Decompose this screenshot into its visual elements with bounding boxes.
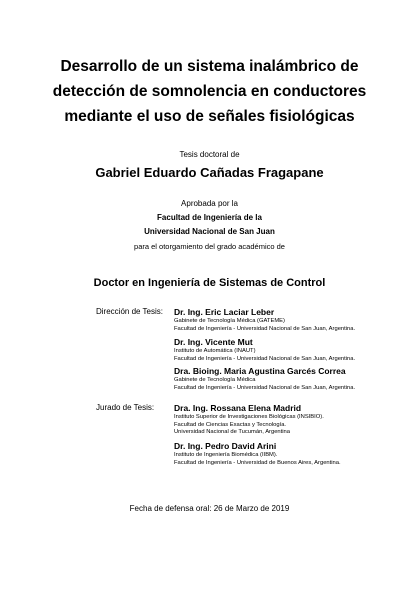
degree-name: Doctor en Ingeniería de Sistemas de Control (93, 277, 326, 289)
director-affiliation: Facultad de Ingeniería - Universidad Nacional de San Juan, Argentina. (174, 355, 356, 362)
author-name: Gabriel Eduardo Cañadas Fragapane (95, 165, 324, 180)
director-affiliation: Instituto de Automática (INAUT) (174, 348, 256, 354)
director-name: Dr. Ing. Vicente Mut (174, 337, 253, 347)
jury-member-affiliation: Facultad de Ciencias Exactas y Tecnología. (174, 421, 287, 428)
thesis-title-line: detección de somnolencia en conductores (52, 83, 367, 100)
director-affiliation: Gabinete de Tecnología Médica (174, 377, 256, 383)
thesis-title (40, 54, 379, 129)
jury-member-name: Dr. Ing. Pedro David Arini (174, 441, 277, 451)
jury-member-affiliation: Instituto Superior de Investigaciones Biológicas (INSIBIO). (174, 414, 324, 420)
director-affiliation: Gabinete de Tecnología Médica (GATEME) (174, 318, 285, 324)
jury-member-entry (174, 403, 324, 437)
thesis-title-line: mediante el uso de señales fisiológicas (64, 108, 355, 125)
thesis-title-line: Desarrollo de un sistema inalámbrico de (60, 58, 359, 75)
jury-member-affiliation: Instituto de Ingeniería Biomédica (IIBM). (174, 452, 278, 458)
university-name: Universidad Nacional de San Juan (144, 227, 275, 236)
approved-by-label: Aprobada por la (181, 199, 238, 208)
director-affiliation: Facultad de Ingeniería - Universidad Nacional de San Juan, Argentina. (174, 384, 356, 391)
director-affiliation: Facultad de Ingeniería - Universidad Nacional de San Juan, Argentina. (174, 325, 356, 332)
purpose-text: para el otorgamiento del grado académico de (134, 242, 285, 251)
defense-date: Fecha de defensa oral: 26 de Marzo de 2019 (129, 504, 290, 513)
faculty-name: Facultad de Ingeniería de la (157, 213, 262, 222)
director-name: Dra. Bioing. Maria Agustina Garcés Correa (174, 366, 346, 376)
jury-member-affiliation: Universidad Nacional de Tucumán, Argentina (174, 429, 291, 436)
direction-label: Dirección de Tesis: (96, 307, 163, 316)
thesis-type-label: Tesis doctoral de (179, 150, 240, 159)
director-entry (174, 307, 355, 333)
jury-member-name: Dra. Ing. Rossana Elena Madrid (174, 403, 302, 413)
director-entry (174, 337, 355, 363)
director-name: Dr. Ing. Eric Laciar Leber (174, 307, 275, 317)
jury-member-affiliation: Facultad de Ingeniería - Universidad de Buenos Aires, Argentina. (174, 459, 341, 466)
jury-member-entry (174, 441, 341, 467)
jury-label: Jurado de Tesis: (96, 403, 155, 412)
director-entry (174, 366, 355, 392)
